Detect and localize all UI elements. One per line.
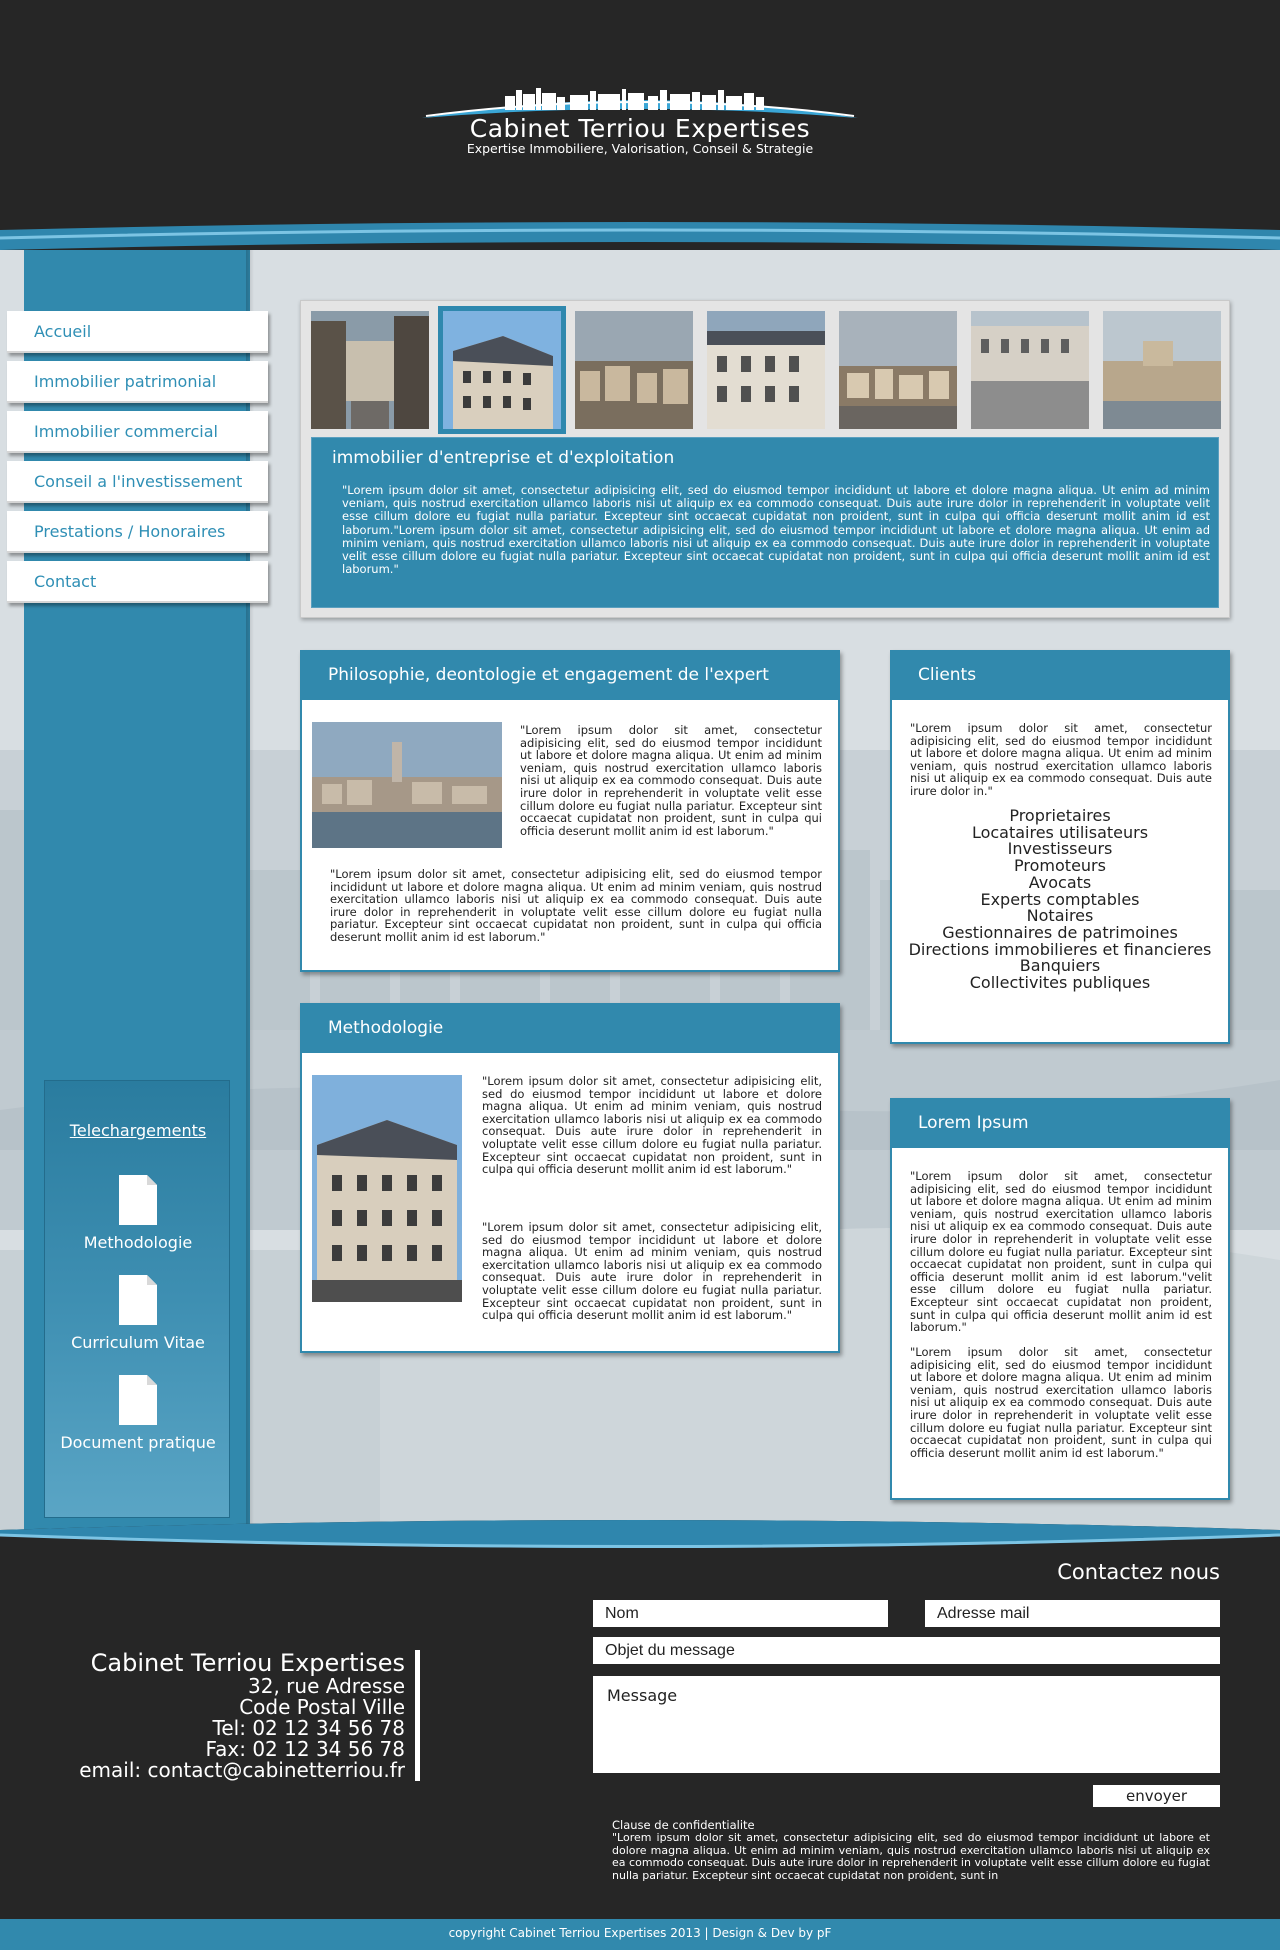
document-icon[interactable] — [119, 1175, 157, 1225]
downloads-panel — [44, 1080, 230, 1518]
city-roofs-photo-image — [575, 311, 693, 429]
send-button[interactable]: envoyer — [1093, 1785, 1220, 1807]
message-textarea[interactable]: Message — [593, 1676, 1220, 1773]
list-item: Gestionnaires de patrimoines — [942, 922, 1178, 942]
methodologie-title: Methodologie — [300, 1003, 840, 1053]
list-item: Experts comptables — [980, 889, 1140, 909]
clients-title: Clients — [890, 650, 1230, 700]
clients-list — [892, 808, 1228, 992]
list-item: Collectivites publiques — [969, 973, 1151, 993]
philosophie-text-1: "Lorem ipsum dolor sit amet, consectetur adipisicing elit, sed do eiusmod tempor incididunt ut labore et dolore magna aliqua. Ut enim ad minim veniam, quis nostrud exercitation ullamco laboris nisi ut aliquip ex ea commodo consequat. Duis aute irure dolor in reprehenderit in voluptate velit esse cillum dolore eu fugiat nulla pariatur. Excepteur sint occaecat cupidatat non proident, sunt in culpa qui officia deserunt mollit anim id est laborum." — [520, 723, 822, 838]
name-input[interactable] — [593, 1600, 888, 1627]
copyright-bar — [0, 1919, 1280, 1950]
company-address — [70, 1650, 420, 1781]
list-item: Avocats — [1028, 872, 1092, 892]
gallery-thumbnail[interactable] — [1103, 311, 1221, 429]
site-title: Cabinet Terriou Expertises — [469, 114, 811, 143]
download-document-pratique-link[interactable]: Document pratique — [60, 1433, 216, 1452]
nav-item-prestations-honoraires[interactable]: Prestations / Honoraires — [7, 511, 268, 553]
list-item: Directions immobilieres et financieres — [908, 939, 1212, 959]
photo-gallery — [300, 300, 1230, 618]
document-icon[interactable] — [119, 1275, 157, 1325]
site-subtitle: Expertise Immobiliere, Valorisation, Conseil & Strategie — [466, 141, 814, 156]
facade-photo-image — [707, 311, 825, 429]
list-item: Banquiers — [1019, 956, 1101, 976]
nav-item-contact[interactable]: Contact — [7, 561, 268, 603]
subject-input[interactable] — [593, 1637, 1220, 1664]
copyright-text: copyright Cabinet Terriou Expertises 2013 | Design & Dev by pF — [448, 1926, 832, 1940]
methodologie-box — [300, 1003, 840, 1353]
list-item: Notaires — [1026, 906, 1094, 926]
document-icon[interactable] — [119, 1375, 157, 1425]
square-photo-image — [971, 311, 1089, 429]
list-item: Locataires utilisateurs — [971, 822, 1149, 842]
street-photo-image — [311, 311, 429, 429]
download-methodologie-link[interactable]: Methodologie — [83, 1233, 193, 1252]
downloads-title: Telechargements — [69, 1121, 207, 1140]
nantes-skyline-photo-image — [312, 722, 502, 848]
address-company-name: Cabinet Terriou Expertises — [90, 1649, 405, 1677]
gallery-thumbnail[interactable] — [839, 311, 957, 429]
contact-title: Contactez nous — [1057, 1560, 1220, 1584]
methodologie-text-1: "Lorem ipsum dolor sit amet, consectetur adipisicing elit, sed do eiusmod tempor incididunt ut labore et dolore magna aliqua. Ut enim ad minim veniam, quis nostrud exercitation ullamco laboris nisi ut aliquip ex ea commodo consequat. Duis aute irure dolor in reprehenderit in voluptate velit esse cillum dolore eu fugiat nulla pariatur. Excepteur sint occaecat cupidatat non proident, sunt in culpa qui officia deserunt mollit anim id est laborum." — [482, 1074, 822, 1177]
methodologie-text-2: "Lorem ipsum dolor sit amet, consectetur adipisicing elit, sed do eiusmod tempor incididunt ut labore et dolore magna aliqua. Ut enim ad minim veniam, quis nostrud exercitation ullamco laboris nisi ut aliquip ex ea commodo consequat. Duis aute irure dolor in reprehenderit in voluptate velit esse cillum dolore eu fugiat nulla pariatur. Excepteur sint occaecat cupidatat non proident, sunt in culpa qui officia deserunt mollit anim id est laborum." — [482, 1220, 822, 1323]
nav-item-conseil-investissement[interactable]: Conseil a l'investissement — [7, 461, 268, 503]
gallery-thumbnail-selected[interactable] — [443, 311, 561, 429]
address-phone: Tel: 02 12 34 56 78 — [212, 1716, 405, 1740]
gallery-caption — [311, 437, 1219, 608]
gallery-thumbnail[interactable] — [971, 311, 1089, 429]
gallery-caption-text: "Lorem ipsum dolor sit amet, consectetur adipisicing elit, sed do eiusmod tempor incididunt ut labore et dolore magna aliqua. Ut enim ad minim veniam, quis nostrud exercitation ullamco laboris nisi ut aliquip ex ea commodo consequat. Duis aute irure dolor in reprehenderit in voluptate velit esse cillum dolore eu fugiat nulla pariatur. Excepteur sint occaecat cupidatat non proident, sunt in culpa qui officia deserunt mollit anim id est laborum."Lorem ipsum dolor sit amet, consectetur adipisicing elit, sed do eiusmod tempor incididunt ut labore et dolore magna aliqua. Ut enim ad minim veniam, quis nostrud exercitation ullamco laboris nisi ut aliquip ex ea commodo consequat. Duis aute irure dolor in reprehenderit in voluptate velit esse cillum dolore eu fugiat nulla pariatur. Excepteur sint occaecat cupidatat non proident, sunt in culpa qui officia deserunt mollit anim id est laborum." — [342, 483, 1210, 577]
confidentiality-text: "Lorem ipsum dolor sit amet, consectetur adipisicing elit, sed do eiusmod tempor incididunt ut labore et dolore magna aliqua. Ut enim ad minim veniam, quis nostrud exercitation ullamco laboris nisi ut aliquip ex ea commodo consequat. Duis aute irure dolor in reprehenderit in voluptate velit esse cillum dolore eu fugiat nulla pariatur. Excepteur sint occaecat cupidatat non proident, sunt in — [612, 1831, 1210, 1882]
city-view-photo-image — [839, 311, 957, 429]
gallery-thumbnail[interactable] — [311, 311, 429, 429]
philosophie-text-2: "Lorem ipsum dolor sit amet, consectetur adipisicing elit, sed do eiusmod tempor incididunt ut labore et dolore magna aliqua. Ut enim ad minim veniam, quis nostrud exercitation ullamco laboris nisi ut aliquip ex ea commodo consequat. Duis aute irure dolor in reprehenderit in voluptate velit esse cillum dolore eu fugiat nulla pariatur. Excepteur sint occaecat cupidatat non proident, sunt in culpa qui officia deserunt mollit anim id est laborum." — [330, 867, 822, 944]
methodologie-photo — [312, 1075, 462, 1302]
confidentiality-title: Clause de confidentialite — [612, 1818, 755, 1832]
lorem-ipsum-text-1: "Lorem ipsum dolor sit amet, consectetur adipisicing elit, sed do eiusmod tempor incididunt ut labore et dolore magna aliqua. Ut enim ad minim veniam, quis nostrud exercitation ullamco laboris nisi ut aliquip ex ea commodo consequat. Duis aute irure dolor in reprehenderit in voluptate velit esse cillum dolore eu fugiat nulla pariatur. Excepteur sint occaecat cupidatat non proident, sunt in culpa qui officia deserunt mollit anim id est laborum."velit esse cillum dolore eu fugiat nulla pariatur. Excepteur sint occaecat cupidatat non proident, sunt in culpa qui officia deserunt mollit anim id est laborum." — [910, 1169, 1212, 1335]
list-item: Proprietaires — [1009, 806, 1111, 825]
nav-item-accueil[interactable]: Accueil — [7, 311, 268, 353]
clients-intro: "Lorem ipsum dolor sit amet, consectetur adipisicing elit, sed do eiusmod tempor incididunt ut labore et dolore magna aliqua. Ut enim ad minim veniam, quis nostrud exercitation ullamco laboris nisi ut aliquip ex ea commodo consequat. Duis aute irure dolor in." — [910, 721, 1212, 798]
logo[interactable] — [420, 80, 860, 160]
corner-building-photo-image — [312, 1075, 462, 1302]
philosophie-title: Philosophie, deontologie et engagement de l'expert — [300, 650, 840, 700]
gallery-thumbnail[interactable] — [575, 311, 693, 429]
address-fax: Fax: 02 12 34 56 78 — [205, 1737, 405, 1761]
building-photo-image — [443, 311, 561, 429]
nav-item-immobilier-patrimonial[interactable]: Immobilier patrimonial — [7, 361, 268, 403]
nav-item-immobilier-commercial[interactable]: Immobilier commercial — [7, 411, 268, 453]
address-email-link[interactable]: email: contact@cabinetterriou.fr — [79, 1758, 405, 1782]
lorem-ipsum-text-2: "Lorem ipsum dolor sit amet, consectetur adipisicing elit, sed do eiusmod tempor incididunt ut labore et dolore magna aliqua. Ut enim ad minim veniam, quis nostrud exercitation ullamco laboris nisi ut aliquip ex ea commodo consequat. Duis aute irure dolor in reprehenderit in voluptate velit esse cillum dolore eu fugiat nulla pariatur. Excepteur sint occaecat cupidatat non proident, sunt in culpa qui officia deserunt mollit anim id est laborum." — [910, 1345, 1212, 1460]
email-input[interactable] — [925, 1600, 1220, 1627]
address-street: 32, rue Adresse — [248, 1674, 405, 1698]
header — [0, 0, 1280, 250]
castle-photo-image — [1103, 311, 1221, 429]
philosophie-box — [300, 650, 840, 972]
list-item: Investisseurs — [1007, 839, 1113, 859]
lorem-ipsum-title: Lorem Ipsum — [890, 1098, 1230, 1148]
download-curriculum-vitae-link[interactable]: Curriculum Vitae — [71, 1333, 205, 1352]
gallery-thumbnail[interactable] — [707, 311, 825, 429]
lorem-ipsum-box — [890, 1098, 1230, 1500]
address-city: Code Postal Ville — [239, 1695, 405, 1719]
philosophie-photo — [312, 722, 502, 848]
clients-box — [890, 650, 1230, 1044]
list-item: Promoteurs — [1014, 856, 1106, 876]
gallery-caption-title: immobilier d'entreprise et d'exploitation — [332, 448, 675, 468]
